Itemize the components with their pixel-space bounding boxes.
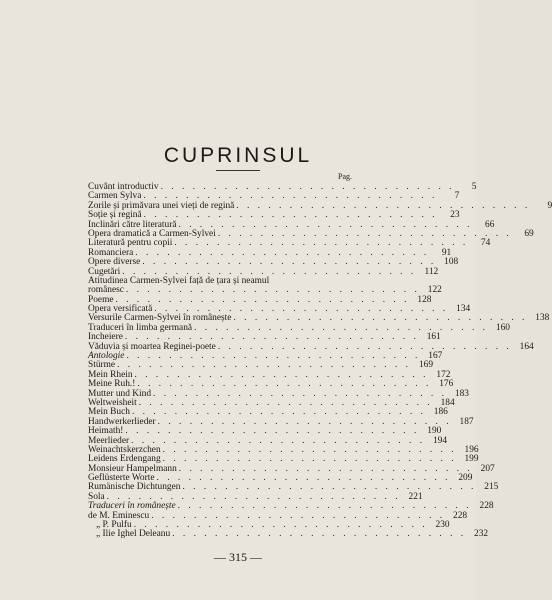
toc-entry-page: 69 xyxy=(524,228,534,239)
toc-entry-title: Monsieur Hampelmann xyxy=(88,463,177,474)
toc-entry-page: 23 xyxy=(450,210,460,221)
toc-entry-page: 108 xyxy=(444,257,459,268)
toc-entry-page: 209 xyxy=(458,473,473,484)
toc-entry-title: Heimath! xyxy=(88,426,124,437)
toc-entry xyxy=(88,529,489,540)
page-column-header: Pag. xyxy=(338,172,352,181)
toc-entry-title: Inclinări către literatură xyxy=(88,219,177,230)
toc-entry-title: Geflüsterte Worte xyxy=(88,473,155,484)
dot-leader: . . . . . . . . . . . . . . . . . . . . . . . . . . . . xyxy=(162,454,457,465)
toc-entry-title: Weltweisheit xyxy=(88,397,137,408)
title-underline xyxy=(216,170,260,171)
dot-leader: . . . . . . . . . . . . . . . . . . . . . . . . . . . . xyxy=(131,435,426,446)
dot-leader: . . . . . . . . . . . . . . . . . . . . . . . . . . . . xyxy=(117,360,411,371)
toc-entry-title: Antologie xyxy=(88,351,125,362)
dot-leader: . . . . . . . . . . . . . . . . . . . . . . . . . . . . xyxy=(177,501,472,512)
toc-entry-title: Stürme xyxy=(88,360,116,371)
dot-leader: . . . . . . . . . . . . . . . . . . . . . . . . . . . . xyxy=(151,510,446,521)
toc-entry-page: 215 xyxy=(484,482,499,493)
dot-leader: . . . . . . . . . . . . . . . . . . . . . . . . . . . . xyxy=(125,285,420,296)
dot-leader: . . . . . . . . . . . . . . . . . . . . . . . . . . . . xyxy=(106,491,401,502)
toc-entry-page: 186 xyxy=(433,407,448,418)
page-number: — 315 — xyxy=(214,550,262,564)
toc-entry-page: 199 xyxy=(464,454,479,465)
toc-entry-page: 66 xyxy=(485,219,495,230)
toc-entry-page: 176 xyxy=(439,379,454,390)
dot-leader: . . . . . . . . . . . . . . . . . . . . . . . . . . . . xyxy=(126,351,421,362)
toc-entry-page: 74 xyxy=(480,238,491,249)
dot-leader: . . . . . . . . . . . . . . . . . . . . . . . . . . . . xyxy=(134,369,429,380)
toc-entry-page: 230 xyxy=(435,520,450,531)
dot-leader: . . . . . . . . . . . . . . . . . . . . . . . . . . . . xyxy=(131,407,426,418)
toc-entry-page: 221 xyxy=(408,491,423,502)
dot-leader: . . . . . . . . . . . . . . . . . . . . . . . . . . . . xyxy=(135,247,430,258)
toc-entry-title: Handwerkerlieder xyxy=(88,416,156,427)
toc-entry-title: românesc xyxy=(88,285,124,296)
toc-entry-page: 232 xyxy=(474,529,489,540)
toc-entry-page: 164 xyxy=(519,341,534,352)
toc-entry-page: 128 xyxy=(417,294,432,305)
dot-leader: . . . . . . . . . . . . . . . . . . . . . . . . . . . . xyxy=(217,228,512,239)
dot-leader: . . . . . . . . . . . . . . . . . . . . . . . . . . . . xyxy=(162,444,457,455)
dot-leader: . . . . . . . . . . . . . . . . . . . . . . . . . . . . xyxy=(142,257,437,268)
toc-entry-title: Weinachtskerzchen xyxy=(88,444,161,455)
toc-entry-title: Incheiere xyxy=(88,332,123,343)
dot-leader: . . . . . . . . . . . . . . . . . . . . . . . . . . . . xyxy=(156,473,451,484)
dot-leader: . . . . . . . . . . . . . . . . . . . . . . . . . . . . xyxy=(217,341,512,352)
toc-entry-title: Meine Ruh.! xyxy=(88,379,136,390)
toc-entry-page: 184 xyxy=(440,397,455,408)
toc-entry-page: 112 xyxy=(424,266,439,277)
toc-entry-title: Atitudinea Carmen-Sylvei față de țara și neamul xyxy=(88,275,270,286)
toc-entry-title: Meerlieder xyxy=(88,435,130,446)
dot-leader: . . . . . . . . . . . . . . . . . . . . . . . . . . . . xyxy=(122,266,417,277)
toc-entry-page: 91 xyxy=(441,247,452,258)
toc-entry-page: 228 xyxy=(479,501,494,512)
toc-entry-title: Carmen Sylva xyxy=(88,191,142,202)
toc-entry-title: „ Ilie Ighel Deleanu xyxy=(96,529,171,540)
dot-leader: . . . . . . . . . . . . . . . . . . . . . . . . . . . . xyxy=(138,397,433,408)
toc-entry-page: 138 xyxy=(535,313,550,324)
dot-leader: . . . . . . . . . . . . . . . . . . . . . . . . . . . . xyxy=(124,332,419,343)
dot-leader: . . . . . . . . . . . . . . . . . . . . . . . . . . . . xyxy=(157,416,452,427)
toc-entry-page: 190 xyxy=(427,426,442,437)
toc-entry-page: 167 xyxy=(428,351,443,362)
toc-entry-page: 172 xyxy=(436,369,451,380)
toc-entry-title: Romanciera xyxy=(88,247,134,258)
dot-leader: . . . . . . . . . . . . . . . . . . . . . . . . . . . . xyxy=(174,238,469,249)
toc-entry-title: Soție și regină xyxy=(88,210,142,221)
toc-entry-page: 134 xyxy=(456,304,471,315)
dot-leader: . . . . . . . . . . . . . . . . . . . . . . . . . . . . xyxy=(153,388,447,399)
toc-entry-title: „ P. Pulfu xyxy=(96,520,132,531)
toc-entry-title: Mein Buch xyxy=(88,407,130,418)
toc-entry-page: 161 xyxy=(426,332,441,343)
toc-entry-page: 9 xyxy=(547,200,552,211)
toc-entry-page: 7 xyxy=(454,191,460,202)
toc-entry-title: Cuvânt introductiv xyxy=(88,181,159,192)
toc-entry-page: 5 xyxy=(471,181,477,192)
dot-leader: . . . . . . . . . . . . . . . . . . . . . . . . . . . . xyxy=(115,294,410,305)
toc-entry-title: Traduceri în limba germană xyxy=(88,322,193,333)
dot-leader: . . . . . . . . . . . . . . . . . . . . . . . . . . . . xyxy=(154,304,449,315)
toc-entry-title: Versurile Carmen-Sylvei în românește xyxy=(88,313,232,324)
dot-leader: . . . . . . . . . . . . . . . . . . . . . . . . . . . . xyxy=(172,529,467,540)
toc-entry-page: 169 xyxy=(418,360,433,371)
toc-entry-title: Opera dramatică a Carmen-Sylvei xyxy=(88,228,216,239)
dot-leader: . . . . . . . . . . . . . . . . . . . . . . . . . . . . xyxy=(194,322,488,333)
toc-entry-title: Sola xyxy=(88,491,105,502)
toc-entry-page: 183 xyxy=(454,388,469,399)
dot-leader: . . . . . . . . . . . . . . . . . . . . . . . . . . . . xyxy=(182,482,477,493)
dot-leader: . . . . . . . . . . . . . . . . . . . . . . . . . . . . xyxy=(143,210,438,221)
toc-entry-title: Mutter und Kind xyxy=(88,388,152,399)
dot-leader: . . . . . . . . . . . . . . . . . . . . . . . . . . . . xyxy=(133,520,428,531)
table-of-contents xyxy=(88,181,552,540)
dot-leader: . . . . . . . . . . . . . . . . . . . . . . . . . . . . xyxy=(160,181,455,192)
toc-entry-title: Opera versificată xyxy=(88,304,153,315)
toc-entry-page: 194 xyxy=(432,435,448,446)
dot-leader: . . . . . . . . . . . . . . . . . . . . . . . . . . . . xyxy=(178,219,473,230)
toc-entry-page: 207 xyxy=(480,463,495,474)
toc-entry-title: Literatură pentru copii xyxy=(88,238,173,249)
toc-entry-page: 187 xyxy=(459,416,474,427)
dot-leader: . . . . . . . . . . . . . . . . . . . . . . . . . . . . xyxy=(143,191,438,202)
toc-entry-title: Rumänische Dichtungen xyxy=(88,482,181,493)
toc-entry-title: Cugetări xyxy=(88,266,121,277)
toc-entry-page: 196 xyxy=(464,444,479,455)
dot-leader: . . . . . . . . . . . . . . . . . . . . . . . . . . . . xyxy=(233,313,528,324)
dot-leader: . . . . . . . . . . . . . . . . . . . . . . . . . . . . xyxy=(137,379,432,390)
toc-entry-title: Poeme xyxy=(88,294,114,305)
dot-leader: . . . . . . . . . . . . . . . . . . . . . . . . . . . . xyxy=(178,463,473,474)
page-title: CUPRINSUL xyxy=(163,144,313,167)
toc-entry-page: 160 xyxy=(495,322,510,333)
toc-entry-page: 122 xyxy=(427,285,442,296)
toc-entry-page: 228 xyxy=(453,510,468,521)
toc-entry-title: Zorile și primăvara unei vieți de regină xyxy=(88,200,235,211)
toc-entry-title: Opere diverse xyxy=(88,257,141,268)
toc-entry-title: Mein Rhein xyxy=(88,369,133,380)
toc-entry-title: Leidens Erdengang xyxy=(88,454,161,465)
toc-entry-title: de M. Eminescu xyxy=(88,510,150,521)
dot-leader: . . . . . . . . . . . . . . . . . . . . . . . . . . . . xyxy=(236,200,531,211)
dot-leader: . . . . . . . . . . . . . . . . . . . . . . . . . . . . xyxy=(125,426,420,437)
toc-entry-title: Văduvia și moartea Reginei-poete xyxy=(88,341,216,352)
toc-entry-title: Traduceri în românește xyxy=(88,501,176,512)
